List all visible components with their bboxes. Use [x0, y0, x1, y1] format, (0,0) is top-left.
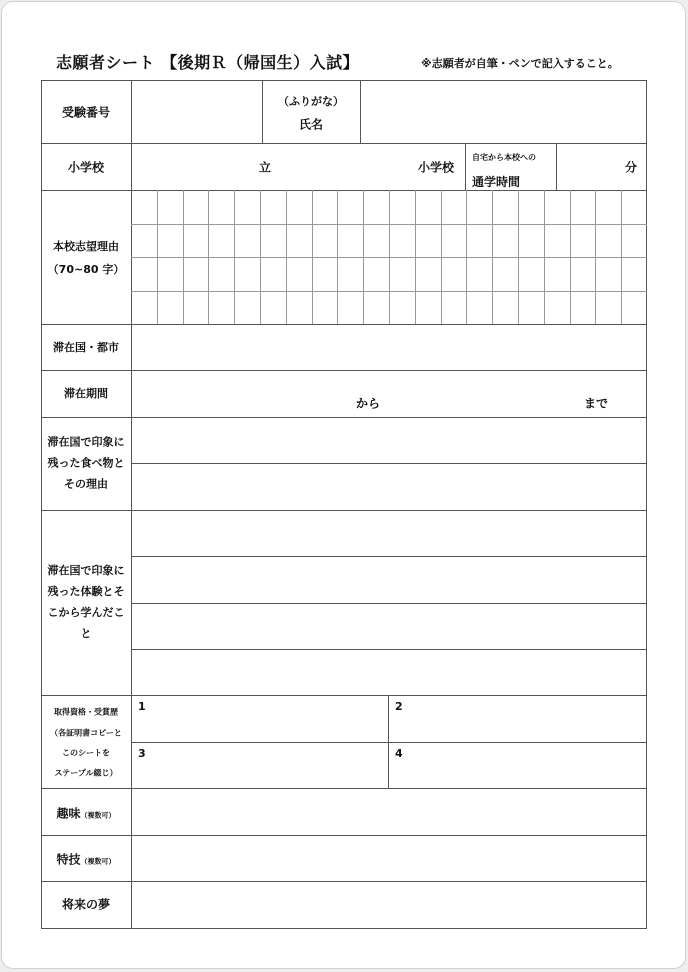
skill-field[interactable] — [132, 836, 646, 881]
qualification-2-number: 2 — [395, 700, 403, 713]
hobby-field[interactable] — [132, 789, 646, 835]
reason-char-count: （70~80 字） — [47, 263, 125, 276]
writing-grid-row-line — [131, 291, 647, 292]
minutes-label: 分 — [624, 160, 638, 175]
qualification-2-field[interactable] — [389, 696, 646, 742]
elementary-school-field[interactable] — [132, 144, 465, 190]
furigana-label: （ふりがな） — [278, 95, 344, 108]
food-label: 滞在国で印象に残った食べ物とその理由 — [47, 435, 125, 491]
qualification-4-field[interactable] — [389, 743, 646, 788]
hobby-label: 趣味 — [56, 806, 81, 821]
dream-label: 将来の夢 — [61, 897, 111, 912]
hobby-label-group — [56, 803, 115, 822]
qualification-4-number: 4 — [395, 747, 403, 760]
qualification-3-number: 3 — [138, 747, 146, 760]
skill-note: （複数可） — [80, 857, 116, 866]
reason-writing-grid[interactable] — [131, 190, 647, 324]
instruction-note: ※志願者が自筆・ペンで記入すること。 — [421, 57, 619, 70]
ritsu-label: 立 — [258, 160, 272, 175]
name-field[interactable] — [361, 81, 646, 143]
experience-field[interactable] — [132, 511, 646, 695]
qualifications-label-line2: （各証明書コピーと — [50, 728, 122, 738]
page-title: 志願者シート 【後期Ｒ（帰国生）入試】 — [56, 53, 360, 72]
period-to-label: まで — [583, 396, 609, 411]
period-field[interactable] — [132, 371, 646, 417]
qualification-3-field[interactable] — [132, 743, 388, 788]
exam-number-label: 受験番号 — [61, 105, 111, 120]
commute-label-line2: 通学時間 — [472, 175, 521, 189]
food-field[interactable] — [132, 418, 646, 510]
form-table — [41, 80, 647, 928]
qualifications-label-line4: ステープル綴じ） — [54, 768, 118, 778]
shogakko-label: 小学校 — [417, 160, 455, 175]
qualification-1-field[interactable] — [132, 696, 388, 742]
dream-field[interactable] — [132, 882, 646, 928]
skill-label-group — [56, 849, 115, 868]
qualification-1-number: 1 — [138, 700, 146, 713]
country-city-label: 滞在国・都市 — [53, 341, 119, 354]
reason-label: 本校志望理由 — [53, 240, 119, 253]
hobby-note: （複数可） — [80, 811, 116, 820]
commute-label-line1: 自宅から本校への — [472, 153, 536, 162]
period-from-label: から — [355, 396, 381, 411]
writing-grid-row-line — [131, 257, 647, 258]
elementary-school-label: 小学校 — [67, 160, 105, 175]
exam-number-field[interactable] — [132, 81, 262, 143]
name-label: 氏名 — [298, 117, 324, 132]
writing-grid-row-line — [131, 224, 647, 225]
skill-label: 特技 — [56, 852, 81, 867]
country-city-field[interactable] — [132, 325, 646, 370]
qualifications-label-line1: 取得資格・受賞歴 — [54, 707, 118, 717]
period-label: 滞在期間 — [64, 387, 108, 400]
qualifications-label-line3: このシートを — [62, 748, 110, 758]
experience-label: 滞在国で印象に残った体験とそこから学んだこと — [47, 564, 125, 640]
